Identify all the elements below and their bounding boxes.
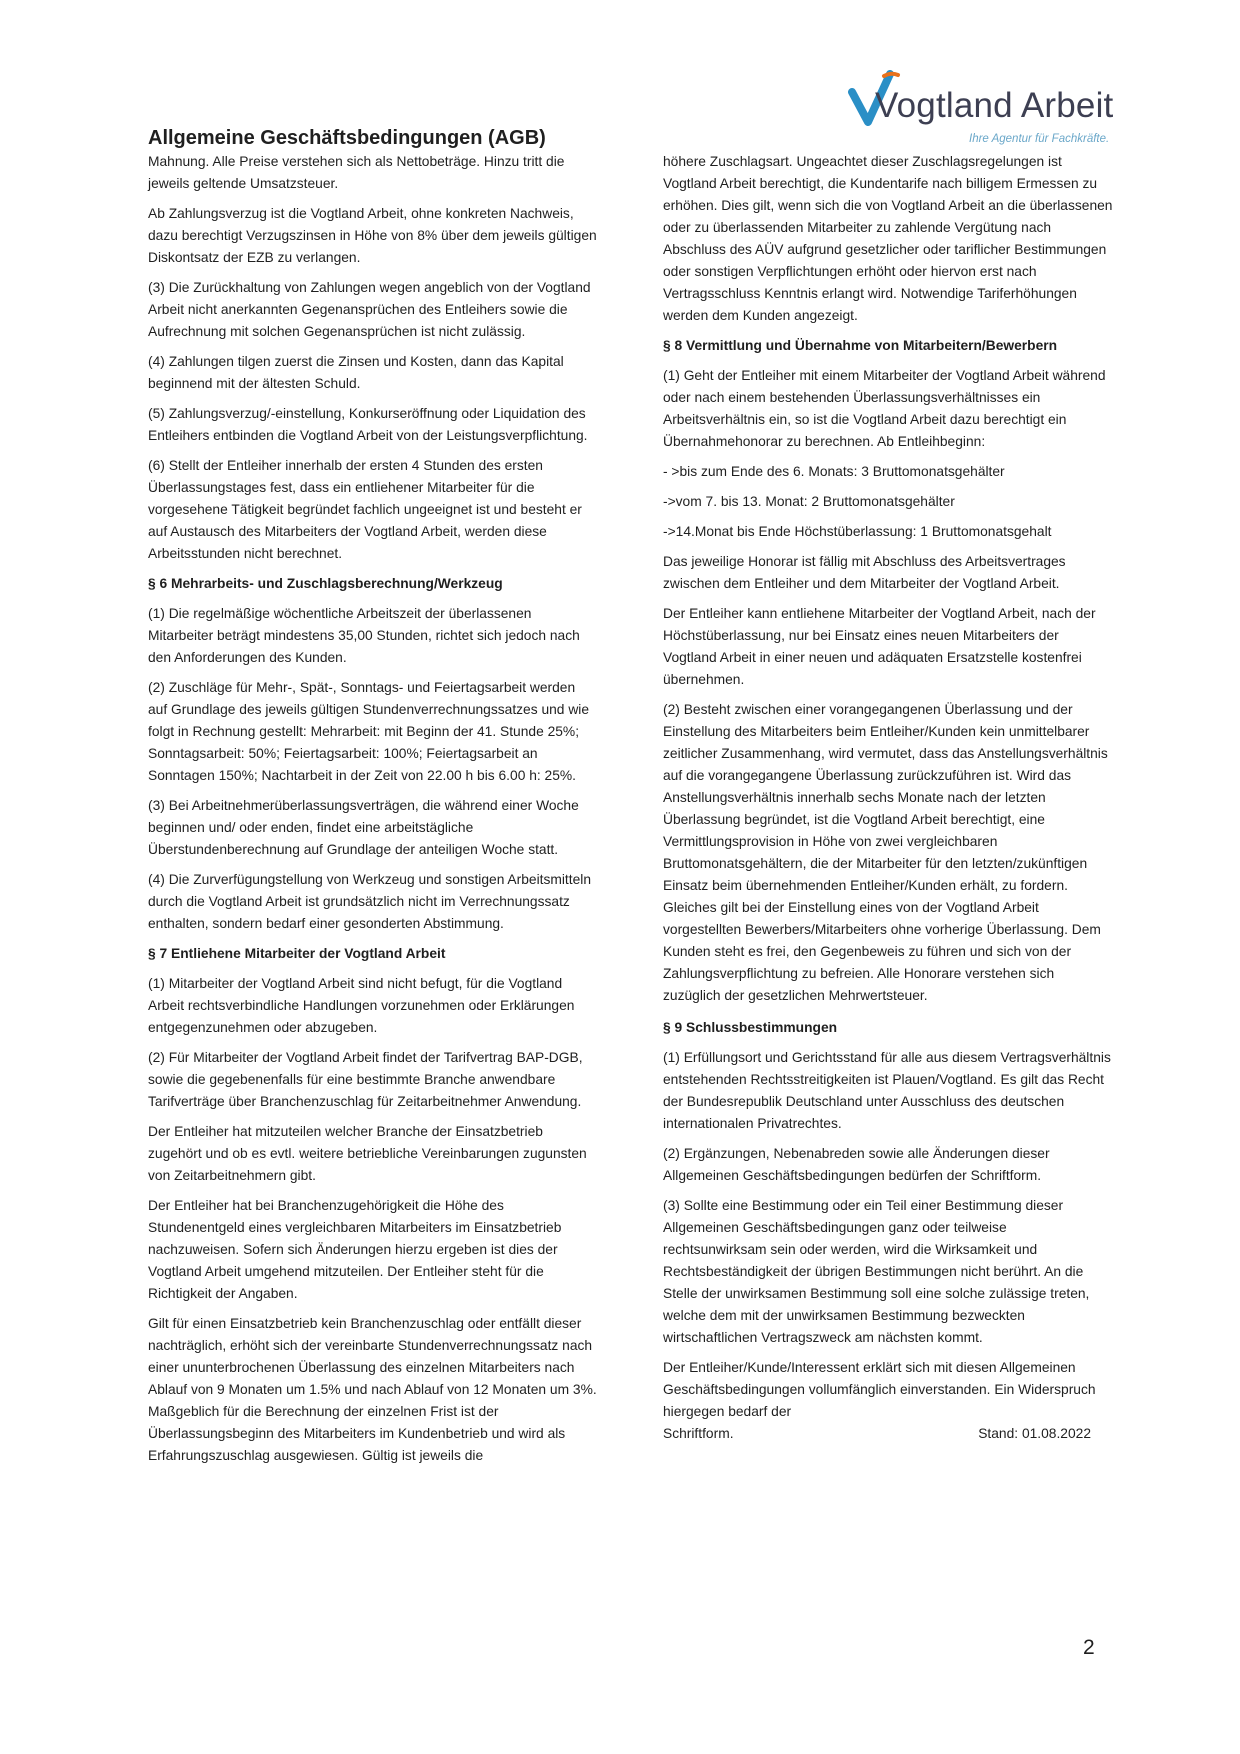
paragraph: (2) Ergänzungen, Nebenabreden sowie alle Änderungen dieser Allgemeinen Geschäftsbedingungen bedürfen der Schriftform. [663,1146,1050,1183]
paragraph: Der Entleiher kann entliehene Mitarbeiter der Vogtland Arbeit, nach der Höchstüberlassung, nur bei Einsatz eines neuen Mitarbeiters der Vogtland Arbeit in einer neuen und adäquaten Ersatzstelle kostenfrei übernehmen. [663,606,1096,687]
right-column [663,151,1113,1453]
paragraph: (3) Die Zurückhaltung von Zahlungen wegen angeblich von der Vogtland Arbeit nicht anerkannten Gegenansprüchen des Entleihers sowie die Aufrechnung mit solchen Gegenansprüchen ist nicht zulässig. [148,280,591,339]
paragraph: (1) Geht der Entleiher mit einem Mitarbeiter der Vogtland Arbeit während oder nach einem bestehenden Überlassungsverhältnisses ein Arbeitsverhältnis ein, so ist die Vogtland Arbeit dazu berechtigt ein Übernahmehonorar zu berechnen. Ab Entleihbeginn: [663,368,1106,449]
list-item: ->vom 7. bis 13. Monat: 2 Bruttomonatsgehälter [663,494,955,509]
paragraph: (5) Zahlungsverzug/-einstellung, Konkurseröffnung oder Liquidation des Entleihers entbinden die Vogtland Arbeit von der Leistungsverpflichtung. [148,406,588,443]
paragraph: Der Entleiher hat mitzuteilen welcher Branche der Einsatzbetrieb zugehört und ob es evtl. weitere betriebliche Vereinbarungen zugunsten von Zeitarbeitnehmern gibt. [148,1124,587,1183]
paragraph: (2) Für Mitarbeiter der Vogtland Arbeit findet der Tarifvertrag BAP-DGB, sowie die gegebenenfalls für eine bestimmte Branche anwendbare Tarifverträge über Branchenzuschlag für Zeitarbeitnehmer Anwendung. [148,1050,583,1109]
paragraph: Mahnung. Alle Preise verstehen sich als Nettobeträge. Hinzu tritt die jeweils geltende Umsatzsteuer. [148,154,565,191]
paragraph: (6) Stellt der Entleiher innerhalb der ersten 4 Stunden des ersten Überlassungstages fest, dass ein entliehener Mitarbeiter für die vorgesehene Tätigkeit begründet fachlich ungeeignet ist und besteht er auf Austausch des Mitarbeiters der Vogtland Arbeit, werden diese Arbeitsstunden nicht berechnet. [148,458,582,561]
paragraph: (3) Sollte eine Bestimmung oder ein Teil einer Bestimmung dieser Allgemeinen Geschäftsbedingungen ganz oder teilweise rechtsunwirksam sein oder werden, wird die Wirksamkeit und Rechtsbeständigkeit der übrigen Bestimmungen nicht berührt. An die Stelle der unwirksamen Bestimmung soll eine solche zulässige treten, welche dem mit der unwirksamen Bestimmung bezweckten wirtschaftlichen Vertragszweck am nächsten kommt. [663,1198,1090,1345]
section-heading-8: § 8 Vermittlung und Übernahme von Mitarbeitern/Bewerbern [663,338,1058,353]
paragraph: (1) Erfüllungsort und Gerichtsstand für alle aus diesem Vertragsverhältnis entstehenden Rechtsstreitigkeiten ist Plauen/Vogtland. Es gilt das Recht der Bundesrepublik Deutschland unter Ausschluss des deutschen internationalen Privatrechtes. [663,1050,1111,1131]
page-number: 2 [1083,1636,1095,1659]
paragraph: (4) Zahlungen tilgen zuerst die Zinsen und Kosten, dann das Kapital beginnend mit der ältesten Schuld. [148,354,564,391]
list-item: - >bis zum Ende des 6. Monats: 3 Bruttomonatsgehälter [663,464,1005,479]
section-heading-9: § 9 Schlussbestimmungen [663,1020,838,1035]
paragraph: (4) Die Zurverfügungstellung von Werkzeug und sonstigen Arbeitsmitteln durch die Vogtland Arbeit ist grundsätzlich nicht im Verrechnungssatz enthalten, sondern bedarf einer gesonderten Abstimmung. [148,872,592,931]
paragraph: höhere Zuschlagsart. Ungeachtet dieser Zuschlagsregelungen ist Vogtland Arbeit berechtigt, die Kundentarife nach billigem Ermessen zu erhöhen. Dies gilt, wenn sich die von Vogtland Arbeit an die überlassenen oder zu überlassenden Mitarbeiter zu zahlende Vergütung nach Abschluss des AÜV aufgrund gesetzlicher oder tariflicher Bestimmungen oder sonstigen Verpflichtungen erhöht oder hiervon erst nach Vertragsschluss Kenntnis erlangt wird. Notwendige Tariferhöhungen werden dem Kunden angezeigt. [663,154,1113,323]
paragraph: Ab Zahlungsverzug ist die Vogtland Arbeit, ohne konkreten Nachweis, dazu berechtigt Verzugszinsen in Höhe von 8% über dem jeweils gültigen Diskontsatz der EZB zu verlangen. [148,206,597,265]
paragraph: (1) Die regelmäßige wöchentliche Arbeitszeit der überlassenen Mitarbeiter beträgt mindestens 35,00 Stunden, richtet sich jedoch nach den Anforderungen des Kunden. [148,606,580,665]
left-column [148,151,598,1475]
paragraph: (2) Besteht zwischen einer vorangegangenen Überlassung und der Einstellung des Mitarbeiters beim Entleiher/Kunden kein unmittelbarer zeitlicher Zusammenhang, wird vermutet, dass das Anstellungsverhältnis auf die vorangegangene Überlassung zurückzuführen ist. Wird das Anstellungsverhältnis innerhalb sechs Monate nach der letzten Überlassung begründet, ist die Vogtland Arbeit berechtigt, eine Vermittlungsprovision in Höhe von zwei vergleichbaren Bruttomonatsgehältern, die der Mitarbeiter für den letzten/zukünftigen Einsatz beim übernehmenden Entleiher/Kunden erhält, zu fordern. Gleiches gilt bei der Einstellung eines von der Vogtland Arbeit vorgestellten Bewerbers/Mitarbeiters ohne vorherige Überlassung. Dem Kunden steht es frei, den Gegenbeweis zu führen und sich von der Zahlungsverpflichtung zu befreien. Alle Honorare verstehen sich zuzüglich der gesetzlichen Mehrwertsteuer. [663,702,1108,1003]
document-title: Allgemeine Geschäftsbedingungen (AGB) [148,127,546,149]
paragraph: Der Entleiher hat bei Branchenzugehörigkeit die Höhe des Stundenentgeld eines vergleichbaren Mitarbeiters im Einsatzbetrieb nachzuweisen. Sofern sich Änderungen hierzu ergeben ist dies der Vogtland Arbeit umgehend mitzuteilen. Der Entleiher steht für die Richtigkeit der Angaben. [148,1198,562,1301]
logo-tagline: Ihre Agentur für Fachkräfte. [969,133,1110,145]
consent-paragraph [663,1357,1113,1445]
consent-text: Der Entleiher/Kunde/Interessent erklärt sich mit diesen Allgemeinen Geschäftsbedingungen vollumfänglich einverstanden. Ein Widerspruch hiergegen bedarf der [663,1360,1096,1419]
paragraph: (3) Bei Arbeitnehmerüberlassungsverträgen, die während einer Woche beginnen und/ oder enden, findet eine arbeitstägliche Überstundenberechnung auf Grundlage der anteiligen Woche statt. [148,798,579,857]
section-heading-7: § 7 Entliehene Mitarbeiter der Vogtland Arbeit [148,946,446,961]
paragraph: (1) Mitarbeiter der Vogtland Arbeit sind nicht befugt, für die Vogtland Arbeit rechtsverbindliche Handlungen vorzunehmen oder Erklärungen entgegenzunehmen oder abzugeben. [148,976,575,1035]
paragraph: Gilt für einen Einsatzbetrieb kein Branchenzuschlag oder entfällt dieser nachträglich, erhöht sich der vereinbarte Stundenverrechnungssatz nach einer ununterbrochenen Überlassung des einzelnen Mitarbeiters nach Ablauf von 9 Monaten um 1.5% und nach Ablauf von 12 Monaten um 3%. Maßgeblich für die Berechnung der einzelnen Frist ist der Überlassungsbeginn des Mitarbeiters im Kundenbetrieb und wird als Erfahrungszuschlag ausgewiesen. Gültig ist jeweils die [148,1316,597,1463]
consent-text-end: Schriftform. [663,1426,734,1441]
paragraph: Das jeweilige Honorar ist fällig mit Abschluss des Arbeitsvertrages zwischen dem Entleiher und dem Mitarbeiter der Vogtland Arbeit. [663,554,1066,591]
paragraph: (2) Zuschläge für Mehr-, Spät-, Sonntags- und Feiertagsarbeit werden auf Grundlage des jeweils gültigen Stundenverrechnungssatzes und wie folgt in Rechnung gestellt: Mehrarbeit: mit Beginn der 41. Stunde 25%; Sonntagsarbeit: 50%; Feiertagsarbeit: 100%; Feiertagsarbeit an Sonntagen 150%; Nachtarbeit in der Zeit von 22.00 h bis 6.00 h: 25%. [148,680,590,783]
vogtland-arbeit-logo [848,70,1114,150]
section-heading-6: § 6 Mehrarbeits- und Zuschlagsberechnung/Werkzeug [148,576,503,591]
list-item: ->14.Monat bis Ende Höchstüberlassung: 1 Bruttomonatsgehalt [663,524,1052,539]
logo-name: Vogtland Arbeit [875,86,1114,125]
consent-last-line [663,1423,1113,1445]
stand-date: Stand: 01.08.2022 [978,1426,1091,1441]
